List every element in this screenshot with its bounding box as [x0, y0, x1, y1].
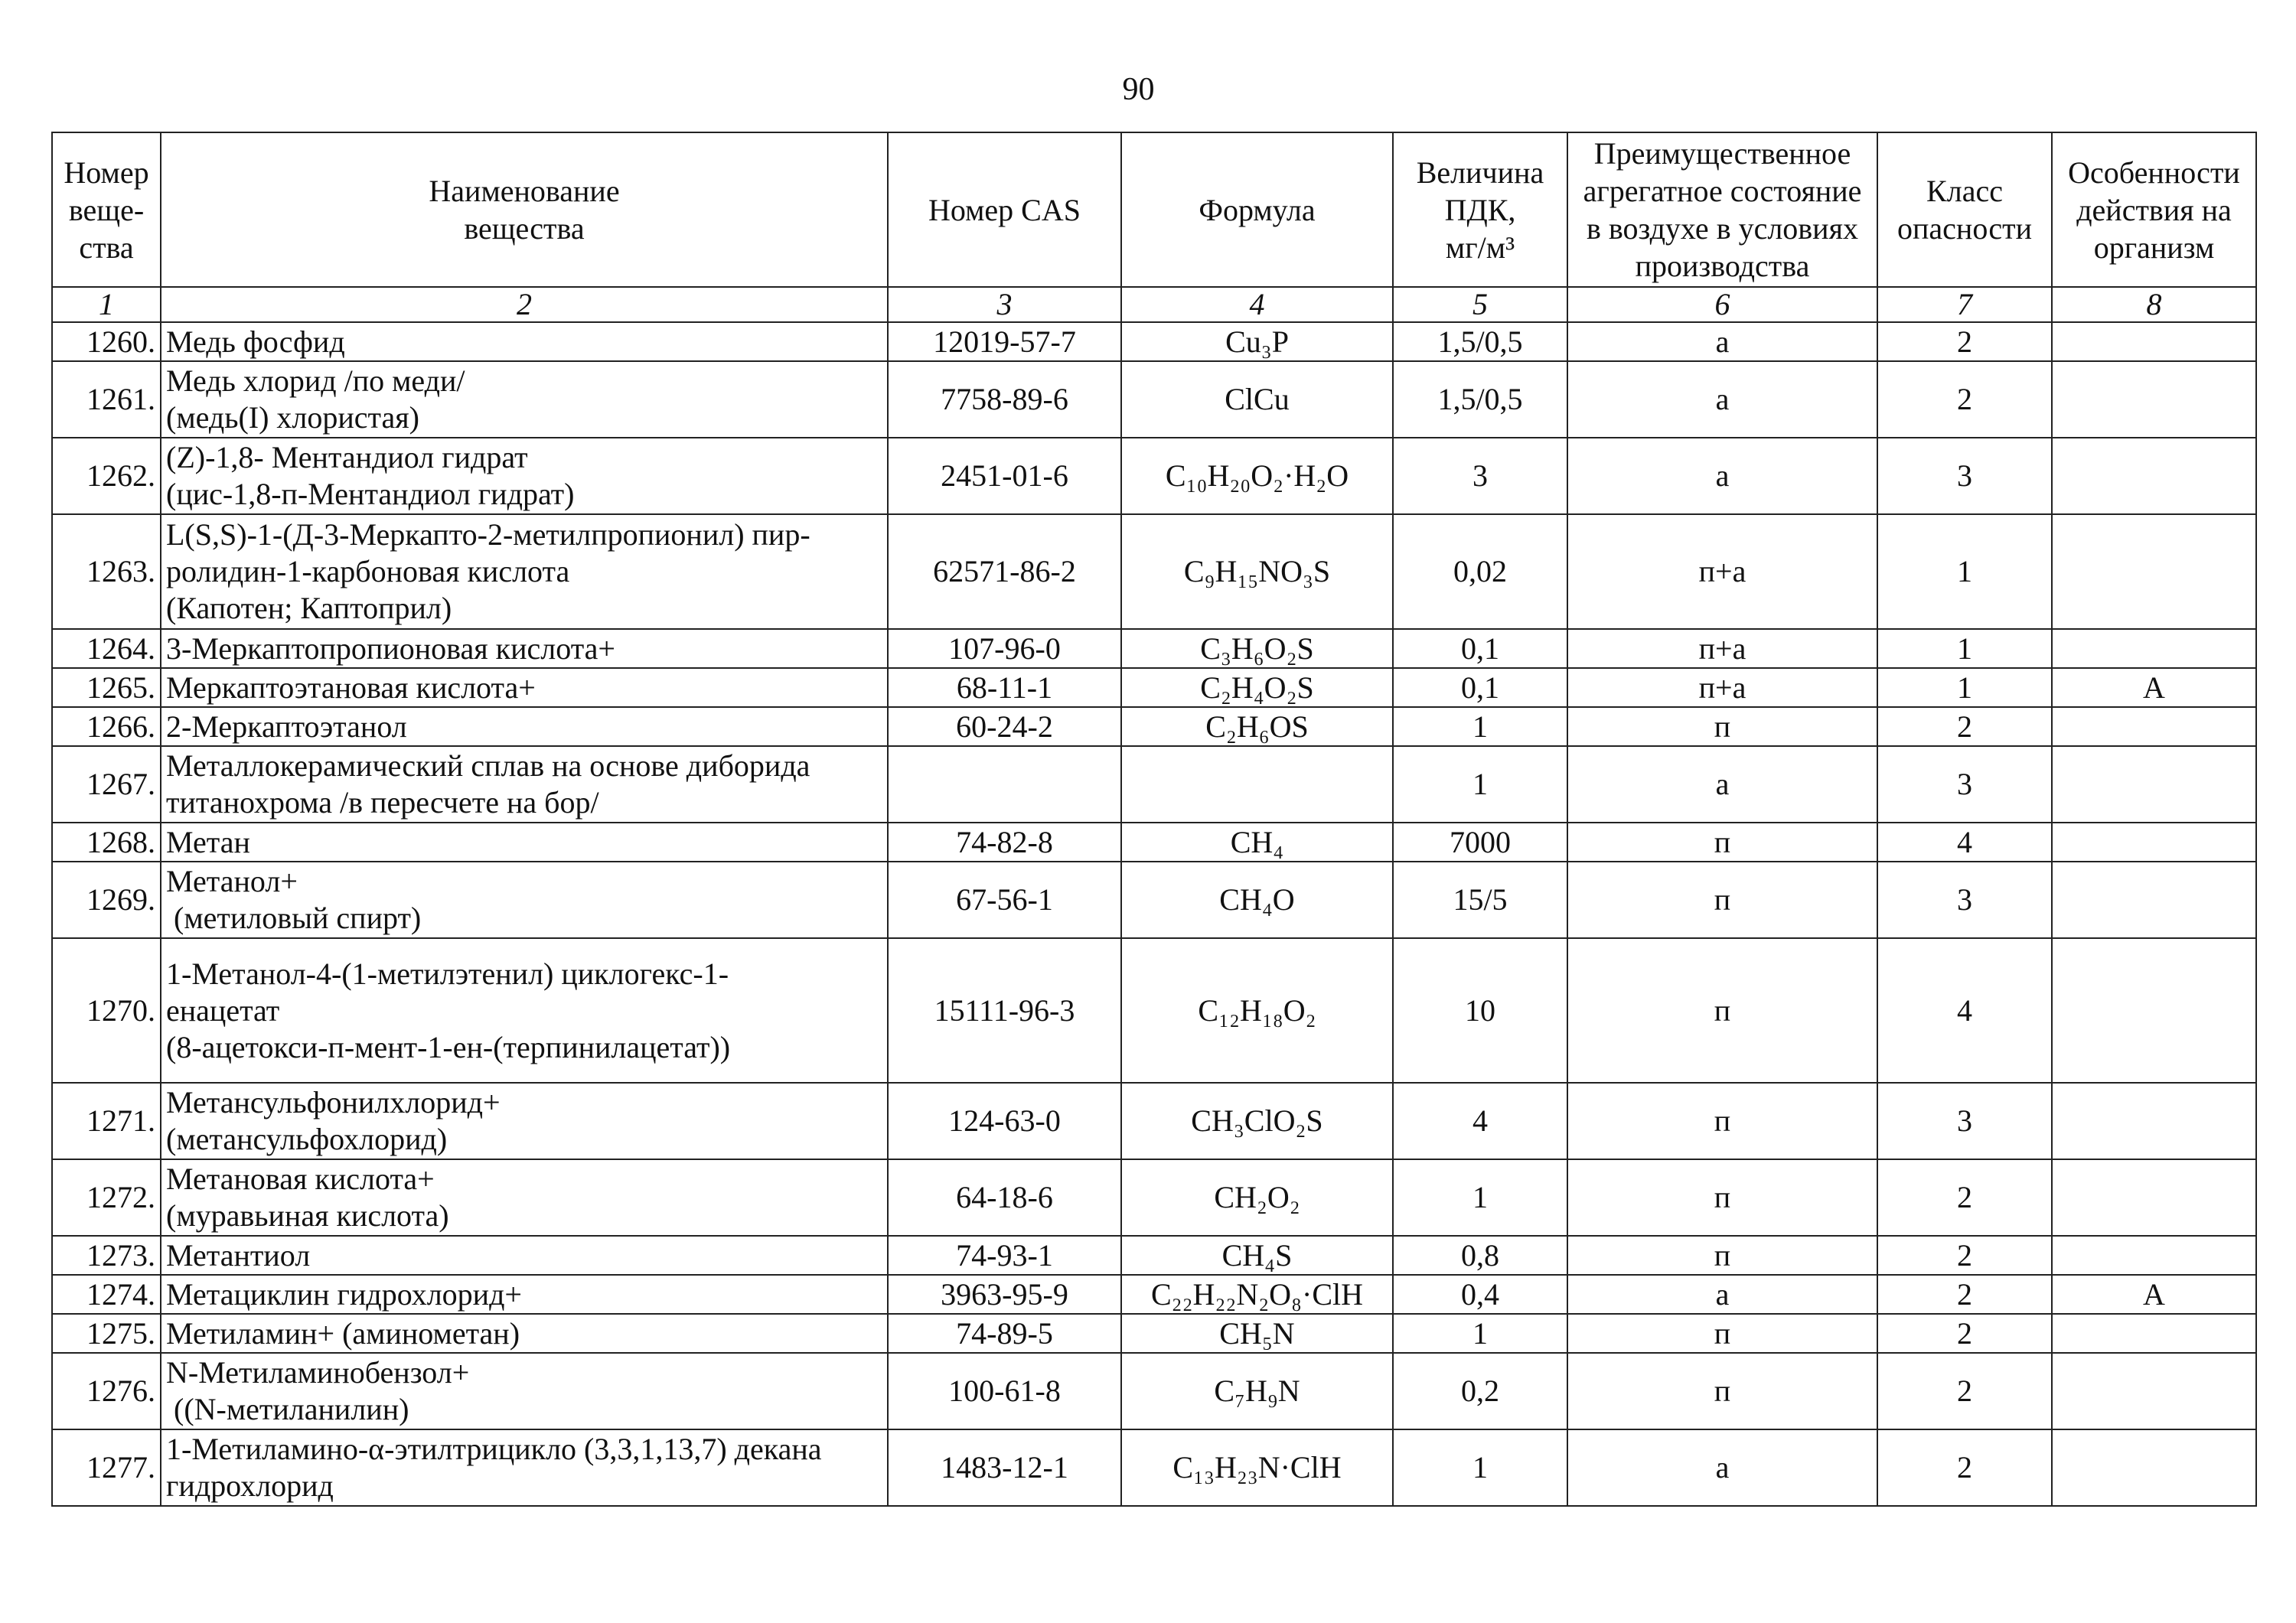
row-number: 1263. — [52, 514, 161, 629]
substance-name-line: (медь(I) хлористая) — [166, 400, 419, 435]
formula: CH₂O₂ — [1121, 1159, 1393, 1236]
body-effect — [2052, 862, 2256, 938]
aggregate-state: п — [1567, 938, 1877, 1083]
substance-name-line: (муравьиная кислота) — [166, 1198, 449, 1233]
hazard-class: 3 — [1877, 1083, 2052, 1159]
formula: ClCu — [1121, 361, 1393, 438]
formula: CH₃ClO₂S — [1121, 1083, 1393, 1159]
column-number-row — [52, 287, 2256, 322]
cas-number: 107-96-0 — [888, 629, 1121, 668]
body-effect — [2052, 707, 2256, 746]
column-number: 6 — [1567, 287, 1877, 322]
row-number: 1270. — [52, 938, 161, 1083]
hazard-class: 3 — [1877, 862, 2052, 938]
substance-name — [161, 746, 888, 823]
row-number: 1271. — [52, 1083, 161, 1159]
pdk-value: 0,1 — [1393, 668, 1567, 707]
formula: C₂H₄O₂S — [1121, 668, 1393, 707]
substance-name-line: (8-ацетокси-п-мент-1-ен-(терпинилацетат)) — [166, 1029, 731, 1064]
substance-name — [161, 1353, 888, 1429]
pdk-value: 0,1 — [1393, 629, 1567, 668]
hazard-class: 2 — [1877, 1159, 2052, 1236]
formula: C₉H₁₅NO₃S — [1121, 514, 1393, 629]
substance-name-line: (цис-1,8-п-Ментандиол гидрат) — [166, 477, 575, 511]
table-row — [52, 322, 2256, 361]
header-name: Наименование вещества — [161, 132, 888, 287]
pdk-value: 1 — [1393, 1429, 1567, 1506]
body-effect — [2052, 361, 2256, 438]
table-row — [52, 1353, 2256, 1429]
pdk-value: 0,2 — [1393, 1353, 1567, 1429]
table-row — [52, 1083, 2256, 1159]
aggregate-state: п — [1567, 862, 1877, 938]
row-number: 1274. — [52, 1275, 161, 1314]
table-row — [52, 823, 2256, 862]
hazard-class: 1 — [1877, 668, 2052, 707]
aggregate-state: п+а — [1567, 514, 1877, 629]
substance-name-line: L(S,S)-1-(Д-3-Меркапто-2-метилпропионил) пир- — [166, 517, 810, 552]
hazard-class: 2 — [1877, 322, 2052, 361]
header-cas: Номер CAS — [888, 132, 1121, 287]
substance-name-line: ролидин-1-карбоновая кислота — [166, 554, 570, 588]
substance-name-line: 3-Меркаптопропионовая кислота+ — [166, 631, 615, 666]
substance-name-line: Метантиол — [166, 1237, 311, 1273]
hazard-class: 2 — [1877, 1353, 2052, 1429]
cas-number: 3963-95-9 — [888, 1275, 1121, 1314]
pdk-value: 1,5/0,5 — [1393, 322, 1567, 361]
row-number: 1273. — [52, 1236, 161, 1275]
substance-name-line: 1-Метанол-4-(1-метилэтенил) циклогекс-1- — [166, 956, 729, 991]
aggregate-state: п+а — [1567, 629, 1877, 668]
body-effect — [2052, 1083, 2256, 1159]
formula: C₁₂H₁₈O₂ — [1121, 938, 1393, 1083]
cas-number: 74-89-5 — [888, 1314, 1121, 1353]
row-number: 1272. — [52, 1159, 161, 1236]
table-row — [52, 1314, 2256, 1353]
aggregate-state: п+а — [1567, 668, 1877, 707]
hazard-class: 2 — [1877, 1429, 2052, 1506]
row-number: 1265. — [52, 668, 161, 707]
row-number: 1260. — [52, 322, 161, 361]
formula: C₁₃H₂₃N·ClH — [1121, 1429, 1393, 1506]
pdk-value: 1 — [1393, 1314, 1567, 1353]
header-formula: Формула — [1121, 132, 1393, 287]
substance-name — [161, 322, 888, 361]
substance-name-line: титанохрома /в пересчете на бор/ — [166, 785, 599, 820]
cas-number — [888, 746, 1121, 823]
table-row — [52, 438, 2256, 514]
table-row — [52, 668, 2256, 707]
cas-number: 2451-01-6 — [888, 438, 1121, 514]
aggregate-state: п — [1567, 1083, 1877, 1159]
substance-name-line: Метиламин+ (аминометан) — [166, 1315, 520, 1351]
substance-name — [161, 823, 888, 862]
hazard-class: 2 — [1877, 361, 2052, 438]
substance-name-line: Медь фосфид — [166, 324, 345, 359]
substance-name-line: Метансульфонилхлорид+ — [166, 1085, 501, 1119]
aggregate-state: п — [1567, 1236, 1877, 1275]
pdk-value: 1 — [1393, 746, 1567, 823]
body-effect — [2052, 322, 2256, 361]
pdk-value: 1 — [1393, 707, 1567, 746]
hazard-class: 1 — [1877, 514, 2052, 629]
row-number: 1267. — [52, 746, 161, 823]
substance-name — [161, 668, 888, 707]
pdk-value: 4 — [1393, 1083, 1567, 1159]
cas-number: 12019-57-7 — [888, 322, 1121, 361]
substances-table — [51, 132, 2257, 1507]
substance-name — [161, 1159, 888, 1236]
row-number: 1262. — [52, 438, 161, 514]
formula: C₁₀H₂₀O₂·H₂O — [1121, 438, 1393, 514]
table-body — [52, 322, 2256, 1506]
pdk-value: 1,5/0,5 — [1393, 361, 1567, 438]
table-row — [52, 707, 2256, 746]
substance-name — [161, 862, 888, 938]
table-row — [52, 514, 2256, 629]
cas-number: 74-82-8 — [888, 823, 1121, 862]
cas-number: 1483-12-1 — [888, 1429, 1121, 1506]
table-row — [52, 862, 2256, 938]
formula — [1121, 746, 1393, 823]
header-state: Преимущественное агрегатное состояние в воздухе в условиях производства — [1567, 132, 1877, 287]
formula: C₂H₆OS — [1121, 707, 1393, 746]
substance-name — [161, 707, 888, 746]
body-effect — [2052, 823, 2256, 862]
cas-number: 62571-86-2 — [888, 514, 1121, 629]
page-number: 90 — [1122, 72, 1155, 107]
aggregate-state: а — [1567, 1429, 1877, 1506]
formula: CH₄S — [1121, 1236, 1393, 1275]
formula: C₃H₆O₂S — [1121, 629, 1393, 668]
formula: C₇H₉N — [1121, 1353, 1393, 1429]
column-number: 8 — [2052, 287, 2256, 322]
aggregate-state: а — [1567, 1275, 1877, 1314]
header-class: Класс опасности — [1877, 132, 2052, 287]
aggregate-state: п — [1567, 1159, 1877, 1236]
formula: CH₄ — [1121, 823, 1393, 862]
header-pdk: Величина ПДК, мг/м³ — [1393, 132, 1567, 287]
header-row — [52, 132, 2256, 287]
substance-name-line: Меркаптоэтановая кислота+ — [166, 670, 536, 705]
pdk-value: 7000 — [1393, 823, 1567, 862]
substance-name — [161, 1083, 888, 1159]
substance-name — [161, 938, 888, 1083]
table-row — [52, 1429, 2256, 1506]
substance-name-line: (метансульфохлорид) — [166, 1122, 448, 1156]
hazard-class: 2 — [1877, 1236, 2052, 1275]
aggregate-state: а — [1567, 361, 1877, 438]
substance-name-line: гидрохлорид — [166, 1468, 334, 1503]
substance-name — [161, 438, 888, 514]
cas-number: 100-61-8 — [888, 1353, 1121, 1429]
substance-name-line: 2-Меркаптоэтанол — [166, 709, 407, 744]
body-effect: А — [2052, 1275, 2256, 1314]
table-row — [52, 1159, 2256, 1236]
body-effect — [2052, 514, 2256, 629]
aggregate-state: п — [1567, 707, 1877, 746]
row-number: 1275. — [52, 1314, 161, 1353]
column-number: 7 — [1877, 287, 2052, 322]
column-number: 2 — [161, 287, 888, 322]
table-row — [52, 746, 2256, 823]
hazard-class: 3 — [1877, 746, 2052, 823]
substance-name-line: енацетат — [166, 992, 280, 1028]
substance-name — [161, 514, 888, 629]
substance-name — [161, 1275, 888, 1314]
table-row — [52, 938, 2256, 1083]
pdk-value: 0,02 — [1393, 514, 1567, 629]
pdk-value: 0,4 — [1393, 1275, 1567, 1314]
row-number: 1268. — [52, 823, 161, 862]
pdk-value: 3 — [1393, 438, 1567, 514]
substance-name-line: Метациклин гидрохлорид+ — [166, 1276, 522, 1312]
substance-name-line: (Капотен; Каптоприл) — [166, 591, 452, 625]
hazard-class: 1 — [1877, 629, 2052, 668]
aggregate-state: п — [1567, 823, 1877, 862]
substance-name — [161, 361, 888, 438]
body-effect — [2052, 1236, 2256, 1275]
row-number: 1261. — [52, 361, 161, 438]
substance-name-line: Металлокерамический сплав на основе диборида — [166, 748, 810, 783]
substance-name-line: Метановая кислота+ — [166, 1162, 435, 1196]
column-number: 5 — [1393, 287, 1567, 322]
header-effect: Особенности действия на организм — [2052, 132, 2256, 287]
substance-name — [161, 629, 888, 668]
body-effect — [2052, 1429, 2256, 1506]
aggregate-state: а — [1567, 322, 1877, 361]
row-number: 1264. — [52, 629, 161, 668]
column-number: 3 — [888, 287, 1121, 322]
body-effect — [2052, 438, 2256, 514]
table-row — [52, 1275, 2256, 1314]
cas-number: 124-63-0 — [888, 1083, 1121, 1159]
formula: Cu₃P — [1121, 322, 1393, 361]
substance-name — [161, 1314, 888, 1353]
substance-name-line: (Z)-1,8- Ментандиол гидрат — [166, 440, 528, 474]
hazard-class: 3 — [1877, 438, 2052, 514]
formula: CH₅N — [1121, 1314, 1393, 1353]
substance-name-line: Метан — [166, 824, 250, 859]
hazard-class: 4 — [1877, 823, 2052, 862]
row-number: 1269. — [52, 862, 161, 938]
aggregate-state: а — [1567, 438, 1877, 514]
body-effect — [2052, 746, 2256, 823]
pdk-value: 0,8 — [1393, 1236, 1567, 1275]
substance-name-line: 1-Метиламино-α-этилтрицикло (3,3,1,13,7) декана — [166, 1432, 822, 1466]
body-effect — [2052, 1314, 2256, 1353]
hazard-class: 2 — [1877, 1275, 2052, 1314]
table-row — [52, 629, 2256, 668]
substance-name — [161, 1236, 888, 1275]
substance-name-line: Метанол+ — [166, 864, 298, 898]
cas-number: 64-18-6 — [888, 1159, 1121, 1236]
substance-name — [161, 1429, 888, 1506]
aggregate-state: п — [1567, 1353, 1877, 1429]
row-number: 1277. — [52, 1429, 161, 1506]
cas-number: 7758-89-6 — [888, 361, 1121, 438]
body-effect: А — [2052, 668, 2256, 707]
substance-name-line: N-Метиламинобензол+ — [166, 1355, 470, 1390]
body-effect — [2052, 1353, 2256, 1429]
table-row — [52, 361, 2256, 438]
cas-number: 15111-96-3 — [888, 938, 1121, 1083]
table-row — [52, 1236, 2256, 1275]
column-number: 1 — [52, 287, 161, 322]
substance-name-line: (метиловый спирт) — [166, 901, 422, 935]
substance-name-line: ((N-метиланилин) — [166, 1392, 409, 1426]
formula: C₂₂H₂₂N₂O₈·ClH — [1121, 1275, 1393, 1314]
hazard-class: 4 — [1877, 938, 2052, 1083]
cas-number: 60-24-2 — [888, 707, 1121, 746]
hazard-class: 2 — [1877, 1314, 2052, 1353]
row-number: 1276. — [52, 1353, 161, 1429]
aggregate-state: а — [1567, 746, 1877, 823]
aggregate-state: п — [1567, 1314, 1877, 1353]
header-number: Номер веще- ства — [52, 132, 161, 287]
body-effect — [2052, 938, 2256, 1083]
cas-number: 68-11-1 — [888, 668, 1121, 707]
hazard-class: 2 — [1877, 707, 2052, 746]
row-number: 1266. — [52, 707, 161, 746]
body-effect — [2052, 629, 2256, 668]
pdk-value: 10 — [1393, 938, 1567, 1083]
cas-number: 67-56-1 — [888, 862, 1121, 938]
column-number: 4 — [1121, 287, 1393, 322]
pdk-value: 15/5 — [1393, 862, 1567, 938]
formula: CH₄O — [1121, 862, 1393, 938]
pdk-value: 1 — [1393, 1159, 1567, 1236]
body-effect — [2052, 1159, 2256, 1236]
cas-number: 74-93-1 — [888, 1236, 1121, 1275]
substance-name-line: Медь хлорид /по меди/ — [166, 363, 465, 398]
